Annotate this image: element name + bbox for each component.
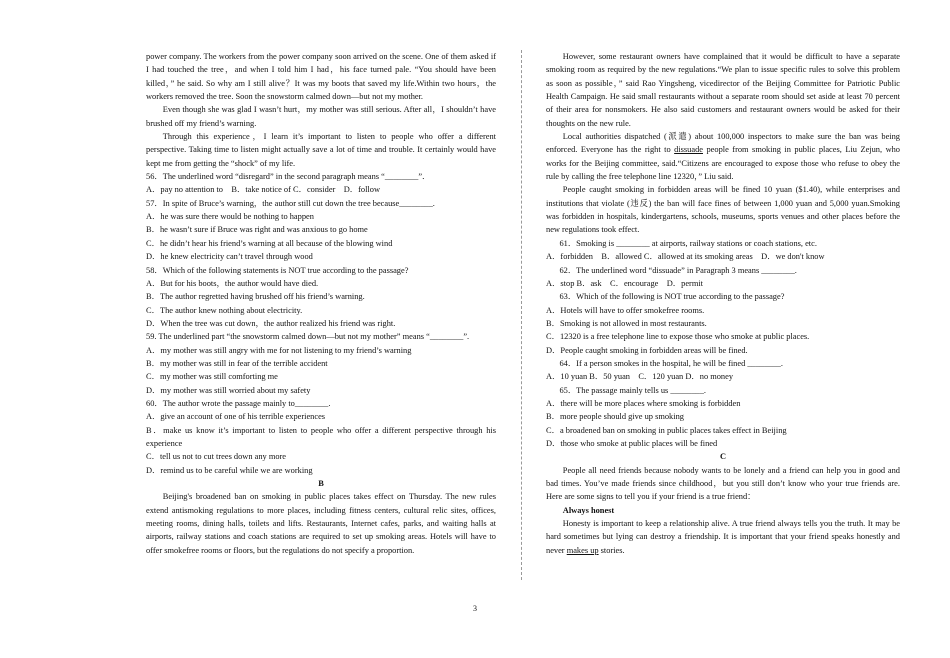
question-60-option-c: C．tell us not to cut trees down any more [146, 452, 287, 462]
question-63-option-b: B．Smoking is not allowed in most restaurants. [546, 318, 707, 328]
passage-c-paragraph [546, 517, 900, 557]
question-58-option-c: C．The author knew nothing about electricity. [146, 305, 303, 315]
question-57: 57．In spite of Bruce’s warning，the author still cut down the tree because________. [146, 198, 435, 208]
paragraph-text: Honesty is important to keep a relationship alive. A true friend always tells you the truth. It may be hard sometimes but lying can destroy a friendship. It is important that your friend speaks honestly and never [546, 519, 900, 555]
question-58: 58．Which of the following statements is NOT true according to the passage? [146, 265, 409, 275]
question-59-option-a: A．my mother was still angry with me for not listening to my friend’s warning [146, 345, 412, 355]
left-column [146, 50, 496, 557]
column-divider [521, 50, 522, 580]
section-heading-b: B [318, 479, 324, 488]
question-59-option-c: C．my mother was still comforting me [146, 372, 278, 382]
question-61: 61．Smoking is ________ at airports, railway stations or coach stations, etc. [559, 238, 817, 248]
passage-b-paragraph [546, 130, 900, 183]
subheading-always-honest: Always honest [562, 505, 615, 515]
question-57-option-c: C．he didn’t hear his friend’s warning at all because of the blowing wind [146, 238, 393, 248]
question-57-option-d: D．he knew electricity can’t travel through wood [146, 252, 313, 262]
question-57-option-a: A．he was sure there would be nothing to happen [146, 212, 314, 222]
question-60-option-a: A．give an account of one of his terrible experiences [146, 412, 326, 422]
underlined-phrase-makes-up: makes up [566, 545, 599, 555]
question-65-option-c: C．a broadened ban on smoking in public places takes effect in Beijing [546, 425, 787, 435]
question-63-option-c: C．12320 is a free telephone line to expose those who smoke at public places. [546, 332, 810, 342]
question-60: 60．The author wrote the passage mainly to________. [146, 398, 331, 408]
question-59-option-b: B．my mother was still in fear of the terrible accident [146, 358, 328, 368]
right-column [546, 50, 900, 557]
question-65: 65．The passage mainly tells us ________. [559, 385, 706, 395]
question-60-option-b: B．make us know it’s important to listen to people who offer a different perspective through his experience [146, 425, 496, 448]
question-58-option-a: A．But for his boots，the author would have died. [146, 278, 319, 288]
question-58-option-d: D．When the tree was cut down，the author realized his friend was right. [146, 318, 396, 328]
paragraph-text: people from smoking in public places, Liu Zejun, who works for the Beijing committee, said.“Citizens are encouraged to expose those who refuse to obey the rule by calling the free telephone line 12320，” Liu said. [546, 145, 900, 182]
question-60-option-d: D．remind us to be careful while we are working [146, 465, 313, 475]
question-58-option-b: B．The author regretted having brushed off his friend’s warning. [146, 292, 365, 302]
question-65-option-b: B．more people should give up smoking [546, 412, 684, 422]
question-64-options: A．10 yuan B．50 yuan C．120 yuan D．no money [546, 372, 734, 382]
underlined-word-dissuade: dissuade [674, 145, 703, 155]
page-number: 3 [473, 604, 477, 613]
passage-c-paragraph: People all need friends because nobody wants to be lonely and a friend can help you in good and bad times. You’ve made friends since childhood，but you still don’t know who your true friends are. Here are some signs to tell you if your friend is a true friend： [546, 465, 900, 502]
question-59: 59. The underlined part “the snowstorm calmed down—but not my mother” means “________”. [146, 332, 470, 342]
passage-b-paragraph: Beijing's broadened ban on smoking in public places takes effect on Thursday. The new rules extend antismoking regulations to more places, including fitness centers, cultural relic sites, offices, meeting rooms, dining halls, toilets and lifts. Restaurants, Internet cafes, parks, and waiting halls at airports, railway stations and coach stations are required to set up smoking areas. Hotels will have to offer smokefree rooms or floors, but the regulations do not specify a proportion. [146, 492, 496, 555]
question-63: 63．Which of the following is NOT true according to the passage? [559, 292, 785, 302]
question-62-options: A．stop B．ask C．encourage D．permit [546, 278, 704, 288]
passage-b-paragraph: However, some restaurant owners have complained that it would be difficult to have a separate smoking room as required by the new regulations.“We plan to issue specific rules to solve this problem as soon as possible，” said Rao Yingsheng, vicedirector of the Beijing Committee for Patriotic Public Health Campaign. He said small restaurants without a separate room should set aside at least 70 percent of their area for nonsmokers. He also said customers and restaurant owners would be asked for their thoughts on the new rule. [546, 52, 900, 128]
question-61-options: A．forbidden B．allowed C．allowed at its smoking areas D．we don't know [546, 252, 825, 262]
passage-a-paragraph: power company. The workers from the power company soon arrived on the scene. One of them asked if I had touched the tree，and when I told him I had，his face turned pale. “You should have been killed，” he said. So why am I still alive？It was my boots that saved my life.Within two hours，the workers removed the tree. Soon the snowstorm calmed down—but not my mother. [146, 52, 496, 102]
question-59-option-d: D．my mother was still worried about my safety [146, 385, 311, 395]
paragraph-text: stories. [598, 545, 625, 555]
passage-a-paragraph: Even though she was glad I wasn’t hurt，my mother was still serious. After all，I shouldn’t have brushed off my friend’s warning. [146, 105, 496, 128]
section-heading-c: C [719, 452, 727, 462]
question-63-option-a: A．Hotels will have to offer smokefree rooms. [546, 305, 705, 315]
passage-b-paragraph: People caught smoking in forbidden areas will be fined 10 yuan ($1.40), while enterprises and institutions that violate (违反) the ban will face fines of between 1,000 yuan and 5,000 yuan.Smoking was forbidden in hospitals, kindergartens, schools, museums, sports venues and other places before the new regulations took effect. [546, 185, 900, 235]
question-57-option-b: B．he wasn’t sure if Bruce was right and was anxious to go home [146, 225, 368, 235]
question-63-option-d: D．People caught smoking in forbidden areas will be fined. [546, 345, 748, 355]
paragraph-text: Local authorities dispatched (派遣) about 100,000 inspectors to make sure the ban was being enforced. Everyone has the right to [546, 132, 900, 155]
question-62: 62．The underlined word “dissuade” in Paragraph 3 means ________. [559, 265, 797, 275]
question-64: 64．If a person smokes in the hospital, he will be fined ________. [559, 358, 783, 368]
question-65-option-a: A．there will be more places where smoking is forbidden [546, 398, 741, 408]
question-56: 56．The underlined word “disregard” in the second paragraph means “________”． [146, 172, 431, 182]
passage-a-paragraph: Through this experience，I learn it’s important to listen to people who offer a different perspective. Taking time to listen might actually save a lot of time and trouble. It certainly would have kept me from getting the “shock” of my life. [146, 132, 496, 168]
question-56-options: A．pay no attention to B．take notice of C．consider D．follow [146, 185, 380, 195]
question-65-option-d: D．those who smoke at public places will be fined [546, 438, 718, 448]
